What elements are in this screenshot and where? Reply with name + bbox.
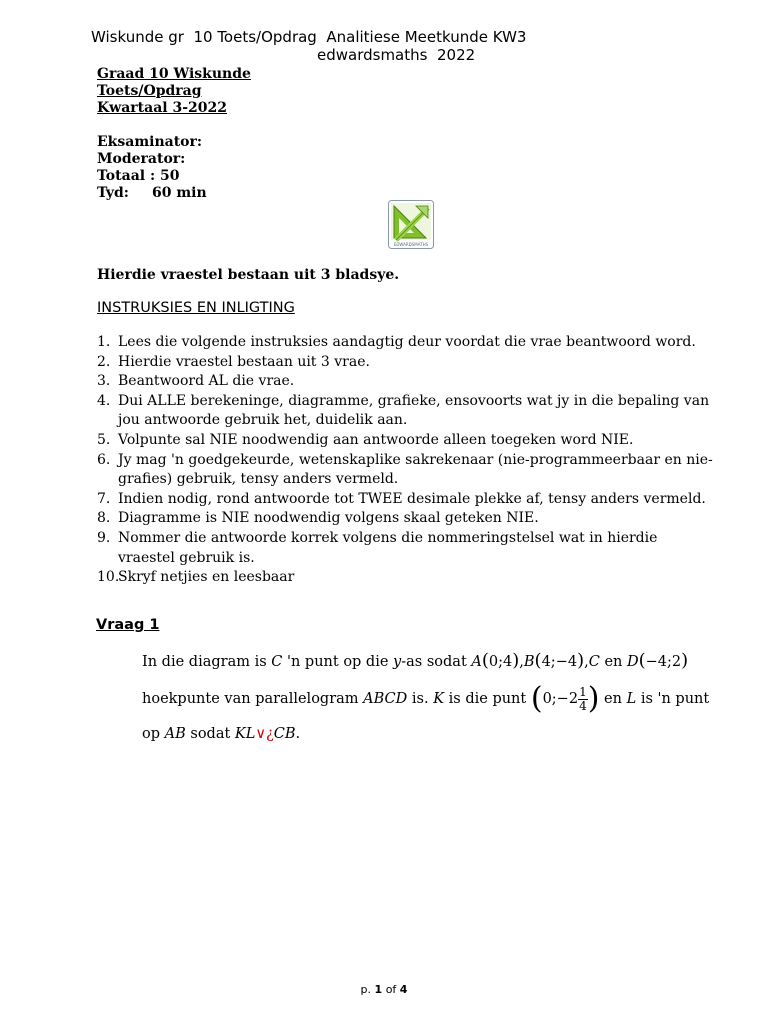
instruction-text: Beantwoord AL die vrae. xyxy=(118,373,295,390)
footer-of: of xyxy=(385,983,397,996)
q1-text: 'n punt op die xyxy=(286,654,389,670)
instruction-number: 9. xyxy=(97,529,111,546)
footer-prefix: p. xyxy=(360,983,372,996)
q1-coord-A: 0;4 xyxy=(488,654,513,670)
instruction-number: 6. xyxy=(97,451,111,468)
instruction-number: 4. xyxy=(97,392,111,409)
time-row xyxy=(97,185,207,202)
instruction-text: Volpunte sal NIE noodwendig aan antwoorde alleen toegeken word NIE. xyxy=(118,431,634,448)
q1-text: In die diagram is xyxy=(142,654,267,670)
q1-text: . xyxy=(295,726,301,742)
instruction-item xyxy=(97,372,715,392)
running-header-title: Wiskunde gr 10 Toets/Opdrag Analitiese Meetkunde KW3 xyxy=(91,28,527,46)
instruction-text: Dui ALLE berekeninge, diagramme, grafieke, ensovoorts wat jy in die bepaling van jou antwoorde gebruik het, duidelik aan. xyxy=(118,392,710,429)
instruction-item xyxy=(97,568,715,588)
question-1-line-2: hoekpunte van parallelogram ABCD is. K is die punt ( 0;−2 $\frac{1}{4}$ ) en L is 'n punt xyxy=(142,681,710,716)
q1-text: is 'n punt xyxy=(640,691,710,707)
instruction-text: Nommer die antwoorde korrek volgens die nommeringstelsel wat in hierdie vraestel gebruik is. xyxy=(118,529,658,566)
q1-var-AB: AB xyxy=(164,726,186,742)
instruction-number: 8. xyxy=(97,510,111,527)
instruction-item xyxy=(97,490,715,510)
examiner-label: Eksaminator: xyxy=(97,134,203,150)
instruction-number: 2. xyxy=(97,353,111,370)
instruction-text: Hierdie vraestel bestaan uit 3 vrae. xyxy=(118,353,370,370)
exam-info xyxy=(97,134,207,202)
title-term: Kwartaal 3-2022 xyxy=(97,100,227,116)
q1-var-C: C xyxy=(588,654,600,670)
q1-var-D: D xyxy=(626,654,639,670)
q1-text: en xyxy=(604,654,623,670)
footer-page-total: 4 xyxy=(399,983,408,996)
instruction-item xyxy=(97,353,715,373)
instructions-heading: INSTRUKSIES EN INLIGTING xyxy=(97,300,295,316)
instruction-number: 1. xyxy=(97,334,111,350)
time-value: 60 min xyxy=(151,185,207,201)
footer-page-number: 1 xyxy=(374,983,383,996)
title-grade: Graad 10 Wiskunde xyxy=(97,66,251,82)
instruction-text: Diagramme is NIE noodwendig volgens skaal geteken NIE. xyxy=(118,510,539,527)
q1-var-B: B xyxy=(523,654,535,670)
total-label: Totaal : 50 xyxy=(97,168,180,184)
q1-var-KL: KL xyxy=(234,726,256,742)
running-header-subtitle: edwardsmaths 2022 xyxy=(317,46,476,64)
q1-text: -as sodat xyxy=(401,654,467,670)
q1-text: en xyxy=(604,691,622,707)
instruction-item xyxy=(97,333,715,353)
q1-var-C: C xyxy=(271,654,283,670)
q1-symbol: ∨¿ xyxy=(255,726,274,742)
instruction-item xyxy=(97,509,715,529)
question-1-line-1: In die diagram is C 'n punt op die y-as sodat A(0;4),B(4;−4),C en D(−4;2) xyxy=(142,650,689,671)
pages-note: Hierdie vraestel bestaan uit 3 bladsye. xyxy=(97,267,400,283)
q1-text: sodat xyxy=(190,726,231,742)
q1-var-CB: CB xyxy=(273,726,296,742)
triangle-ruler-logo-icon xyxy=(388,200,434,249)
instruction-text: Lees die volgende instruksies aandagtig deur voordat die vrae beantwoord word. xyxy=(118,334,696,350)
title-type: Toets/Opdrag xyxy=(97,83,202,99)
q1-text: is. xyxy=(411,691,429,707)
q1-var-A: A xyxy=(471,654,482,670)
q1-var-ABCD: ABCD xyxy=(363,691,408,707)
instruction-text: Indien nodig, rond antwoorde tot TWEE desimale plekke af, tensy anders vermeld. xyxy=(118,490,706,507)
instruction-item xyxy=(97,392,715,431)
q1-text: is die punt xyxy=(448,691,527,707)
instruction-item xyxy=(97,431,715,451)
instruction-text: Skryf netjies en leesbaar xyxy=(118,569,295,586)
instruction-number: 5. xyxy=(97,431,111,448)
instruction-text: Jy mag 'n goedgekeurde, wetenskaplike sakrekenaar (nie-programmeerbaar en nie-grafies) gebruik, tensy anders vermeld. xyxy=(118,451,713,488)
q1-fraction-numerator: 1 xyxy=(579,684,587,699)
instruction-number: 3. xyxy=(97,373,111,390)
q1-text: op xyxy=(142,726,161,742)
q1-var-K: K xyxy=(433,691,445,707)
q1-var-L: L xyxy=(626,691,637,707)
question-1-line-3 xyxy=(142,726,300,742)
q1-coord-B: 4;−4 xyxy=(541,654,578,670)
q1-fraction xyxy=(578,686,588,713)
moderator-label: Moderator: xyxy=(97,151,186,167)
q1-text: hoekpunte van parallelogram xyxy=(142,691,359,707)
page-footer xyxy=(0,983,768,996)
instructions-list xyxy=(97,333,715,588)
logo-text: EDWARDSMATHS xyxy=(393,242,429,247)
q1-coord-K: 0;−2 xyxy=(542,691,579,707)
q1-fraction-denominator: 4 xyxy=(579,698,587,713)
instruction-item xyxy=(97,529,715,568)
instruction-item xyxy=(97,451,715,490)
time-label: Tyd: xyxy=(97,185,129,201)
question-1-heading: Vraag 1 xyxy=(96,617,160,633)
q1-var-y: y xyxy=(393,654,402,670)
title-block xyxy=(97,66,251,117)
q1-coord-D: −4;2 xyxy=(645,654,682,670)
instruction-number: 10. xyxy=(97,569,120,586)
instruction-number: 7. xyxy=(97,490,111,507)
